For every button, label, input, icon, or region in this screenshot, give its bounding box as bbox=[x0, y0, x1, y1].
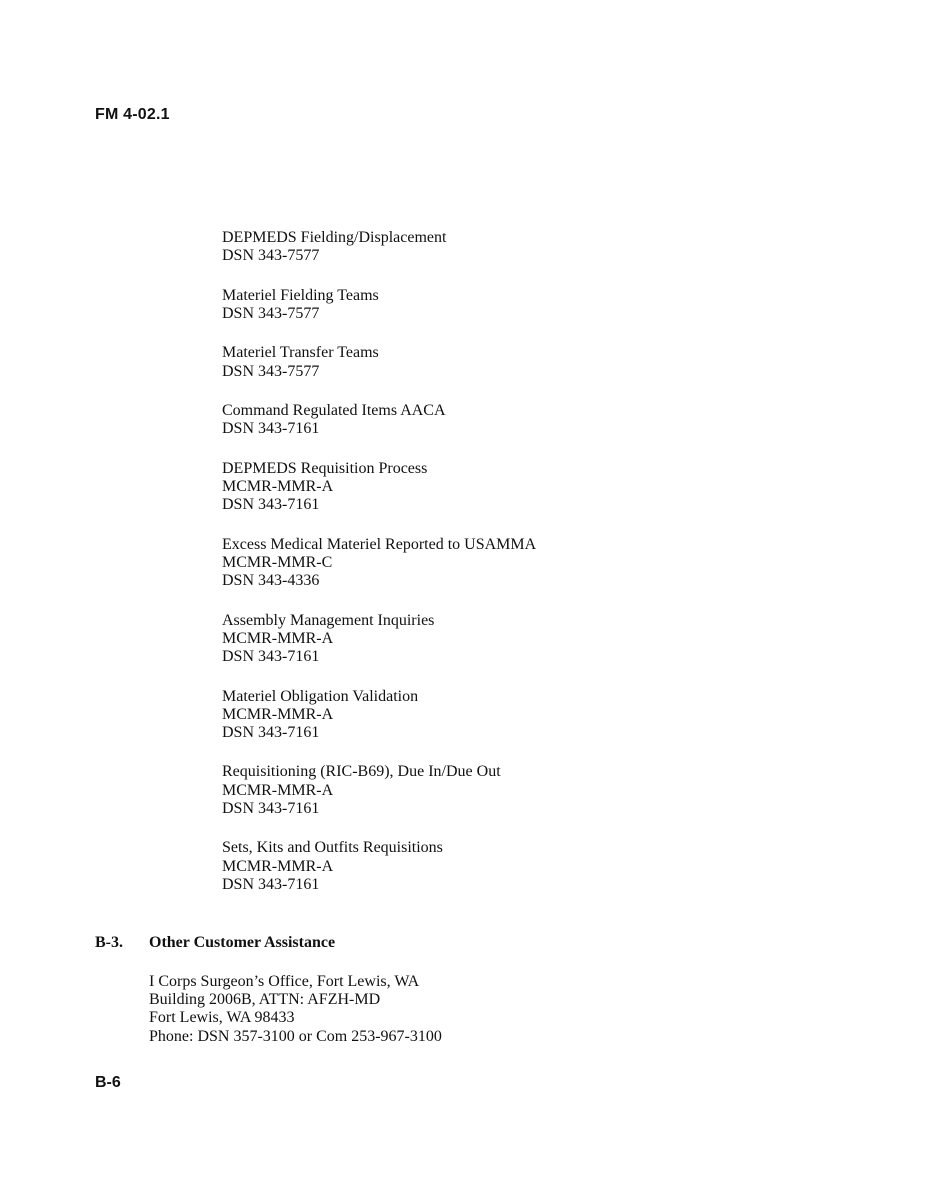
document-id: FM 4-02.1 bbox=[95, 106, 170, 123]
page-number: B-6 bbox=[95, 1074, 121, 1091]
entry-office: MCMR-MMR-C bbox=[222, 553, 333, 571]
entry-phone: DSN 343-7161 bbox=[222, 496, 320, 514]
entry-title: Materiel Transfer Teams bbox=[222, 344, 379, 362]
contact-entry bbox=[222, 688, 536, 743]
entry-title: Excess Medical Materiel Reported to USAMMA bbox=[222, 535, 537, 553]
entry-title: Requisitioning (RIC-B69), Due In/Due Out bbox=[222, 763, 501, 781]
contact-list bbox=[222, 229, 536, 915]
contact-entry bbox=[222, 763, 536, 818]
entry-office: MCMR-MMR-A bbox=[222, 781, 334, 799]
address-block bbox=[149, 973, 442, 1046]
address-city: Fort Lewis, WA 98433 bbox=[149, 1009, 295, 1027]
entry-title: Materiel Obligation Validation bbox=[222, 687, 419, 705]
section-heading bbox=[95, 934, 442, 952]
entry-phone: DSN 343-7161 bbox=[222, 723, 320, 741]
entry-phone: DSN 343-7161 bbox=[222, 420, 320, 438]
section-title: Other Customer Assistance bbox=[149, 934, 336, 951]
contact-entry bbox=[222, 402, 536, 438]
contact-entry bbox=[222, 229, 536, 265]
section-other-customer-assistance bbox=[95, 934, 442, 1046]
entry-office: MCMR-MMR-A bbox=[222, 629, 334, 647]
entry-phone: DSN 343-4336 bbox=[222, 572, 320, 590]
entry-title: Sets, Kits and Outfits Requisitions bbox=[222, 839, 443, 857]
section-number: B-3. bbox=[95, 934, 123, 951]
entry-title: Materiel Fielding Teams bbox=[222, 286, 379, 304]
entry-office: MCMR-MMR-A bbox=[222, 478, 334, 496]
address-phone: Phone: DSN 357-3100 or Com 253-967-3100 bbox=[149, 1027, 442, 1045]
entry-office: MCMR-MMR-A bbox=[222, 857, 334, 875]
contact-entry bbox=[222, 287, 536, 323]
contact-entry bbox=[222, 536, 536, 591]
entry-phone: DSN 343-7577 bbox=[222, 247, 320, 265]
entry-title: Assembly Management Inquiries bbox=[222, 611, 435, 629]
entry-phone: DSN 343-7161 bbox=[222, 875, 320, 893]
contact-entry bbox=[222, 460, 536, 515]
address-building: Building 2006B, ATTN: AFZH-MD bbox=[149, 991, 381, 1009]
address-office: I Corps Surgeon’s Office, Fort Lewis, WA bbox=[149, 973, 420, 990]
entry-phone: DSN 343-7577 bbox=[222, 362, 320, 380]
contact-entry bbox=[222, 612, 536, 667]
entry-title: Command Regulated Items AACA bbox=[222, 402, 446, 420]
entry-title: DEPMEDS Fielding/Displacement bbox=[222, 229, 447, 246]
entry-office: MCMR-MMR-A bbox=[222, 705, 334, 723]
entry-phone: DSN 343-7161 bbox=[222, 648, 320, 666]
entry-title: DEPMEDS Requisition Process bbox=[222, 459, 428, 477]
contact-entry bbox=[222, 344, 536, 380]
entry-phone: DSN 343-7577 bbox=[222, 304, 320, 322]
entry-phone: DSN 343-7161 bbox=[222, 799, 320, 817]
contact-entry bbox=[222, 839, 536, 894]
